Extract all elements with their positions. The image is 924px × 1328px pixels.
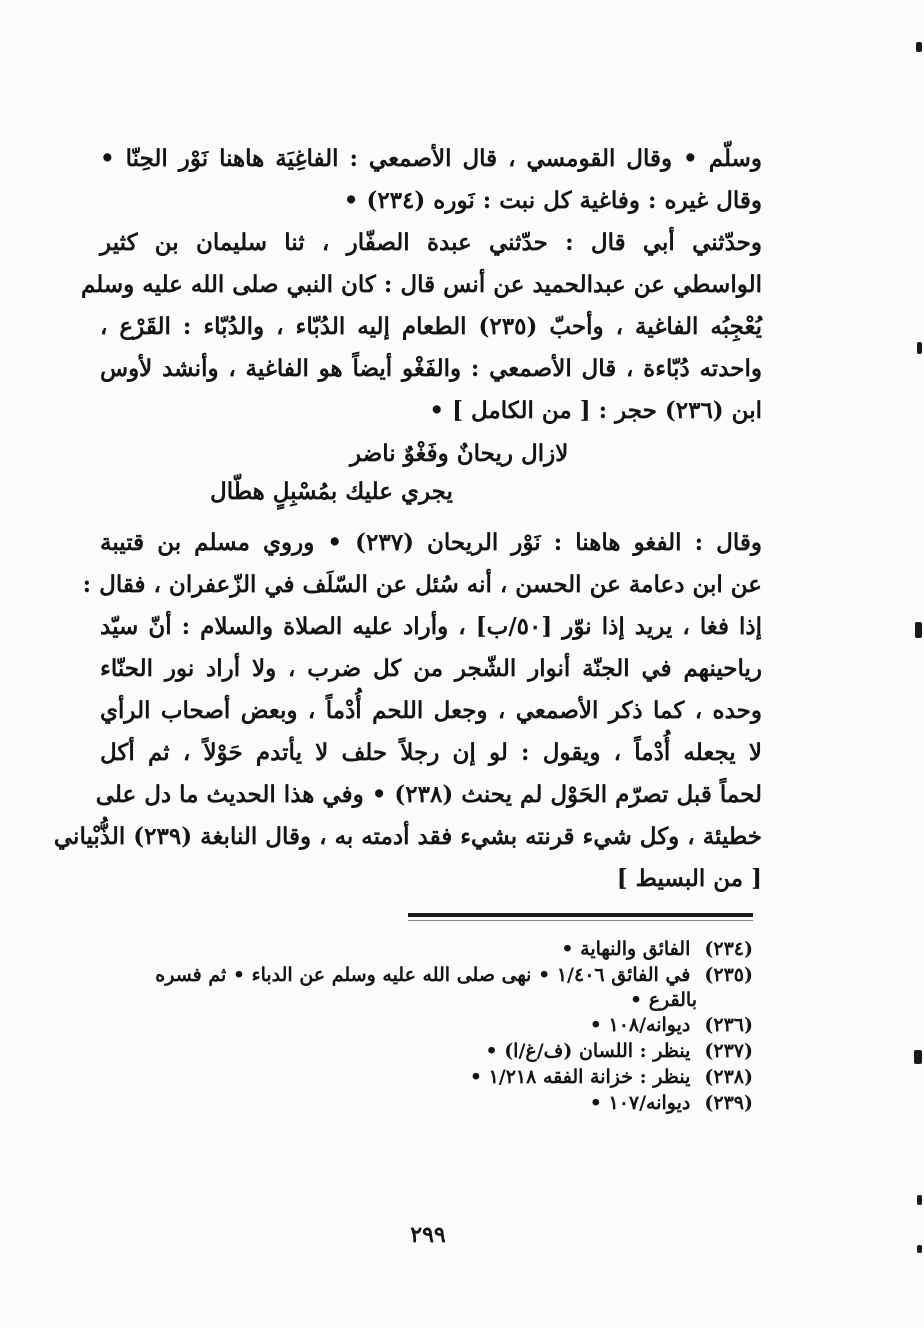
body-line: خطيئة ، وكل شيء قرنته بشيء فقد أدمته به ، وقال النابغة (٢٣٩) الذُّبْياني xyxy=(53,823,762,850)
body-line: وسلّم • وقال القومسي ، قال الأصمعي : الفاغِيَة هاهنا نَوْر الحِنّا • xyxy=(100,145,762,172)
body-line: وحدّثني أبي قال : حدّثني عبدة الصفّار ، ثنا سليمان بن كثير xyxy=(100,229,762,256)
body-line: لا يجعله أُدْماً ، ويقول : لو إن رجلاً حلف لا يأتدم حَوْلاً ، ثم أكل xyxy=(100,739,762,766)
body-line: يُعْجِبُه الفاغية ، وأحبّ (٢٣٥) الطعام إليه الدُبّاء ، والدُبّاء : القَرْع ، xyxy=(100,313,763,340)
footnote-continuation: بالقرع • xyxy=(629,989,697,1011)
body-line: واحدته دُبّاءة ، قال الأصمعي : والفَغْو أيضاً هو الفاغية ، وأنشد لأوس xyxy=(100,355,762,382)
body-line: رياحينهم في الجنّة أنوار الشّجر من كل ضرب ، ولا أراد نور الحنّاء xyxy=(100,655,762,682)
body-line: وقال غيره : وفاغية كل نبت : نَوره (٢٣٤) • xyxy=(343,187,762,214)
body-line: الواسطي عن عبدالحميد عن أنس قال : كان النبي صلى الله عليه وسلم xyxy=(80,271,762,298)
footnote-divider xyxy=(408,913,753,917)
footnote xyxy=(100,1038,753,1064)
scan-edge-mark xyxy=(916,42,922,52)
footnote xyxy=(100,936,753,962)
verse-first-hemistich: لازال ريحانٌ وفَغْوٌ ناضر xyxy=(350,440,569,467)
scan-edge-mark xyxy=(914,1050,922,1064)
footnote-number: (٢٣٩) xyxy=(704,1092,753,1114)
footnote-number: (٢٣٤) xyxy=(704,938,753,960)
footnote-text: ينظر : خزانة الفقه ١/٢١٨ • xyxy=(469,1066,691,1088)
footnote xyxy=(100,1064,753,1090)
body-text-block-2 xyxy=(53,522,762,900)
footnote xyxy=(100,1012,753,1038)
scan-edge-mark xyxy=(917,342,922,354)
body-line: وقال : الفغو هاهنا : نَوْر الريحان (٢٣٧) • وروي مسلم بن قتيبة xyxy=(100,529,762,556)
verse-second-hemistich: يجري عليك بمُسْبِلٍ هطّال xyxy=(210,478,453,505)
body-line: وحده ، كما ذكر الأصمعي ، وجعل اللحم أُدْماً ، وبعض أصحاب الرأي xyxy=(100,697,762,724)
footnote-text: ديوانه/١٠٨ • xyxy=(589,1014,691,1036)
footnote-text: ديوانه/١٠٧ • xyxy=(589,1092,691,1114)
footnote-number: (٢٣٦) xyxy=(704,1014,753,1036)
footnote-number: (٢٣٥) xyxy=(704,964,753,986)
body-line: عن ابن دعامة عن الحسن ، أنه سُئل عن السّلَف في الزّعفران ، فقال : xyxy=(82,571,762,598)
body-line: ابن (٢٣٦) حجر : [ من الكامل ] • xyxy=(429,397,762,424)
footnote-divider-thin xyxy=(408,920,753,921)
footnote-text: ينظر : اللسان (ف/غ/ا) • xyxy=(485,1040,691,1062)
footnote-text: في الفائق ١/٤٠٦ • نهى صلى الله عليه وسلم عن الدباء • ثم فسره xyxy=(155,964,691,986)
scan-edge-mark xyxy=(917,1195,922,1205)
body-line: لحماً قبل تصرّم الحَوْل لم يحنث (٢٣٨) • وفي هذا الحديث ما دل على xyxy=(95,781,762,808)
footnote-text: الفائق والنهاية • xyxy=(561,938,691,960)
scan-edge-mark xyxy=(917,1245,922,1253)
footnotes xyxy=(100,936,753,1116)
footnote-number: (٢٣٨) xyxy=(704,1066,753,1088)
footnote xyxy=(100,1090,753,1116)
footnote-number: (٢٣٧) xyxy=(704,1040,753,1062)
scan-edge-mark xyxy=(915,622,922,638)
footnote xyxy=(100,962,753,988)
body-line: [ من البسيط ] xyxy=(616,865,762,892)
body-line: إذا فغا ، يريد إذا نوّر [٥٠/ب] ، وأراد عليه الصلاة والسلام : أنّ سيّد xyxy=(100,613,762,640)
body-text-block-1 xyxy=(80,138,763,432)
page-number: ٢٩٩ xyxy=(410,1222,446,1248)
